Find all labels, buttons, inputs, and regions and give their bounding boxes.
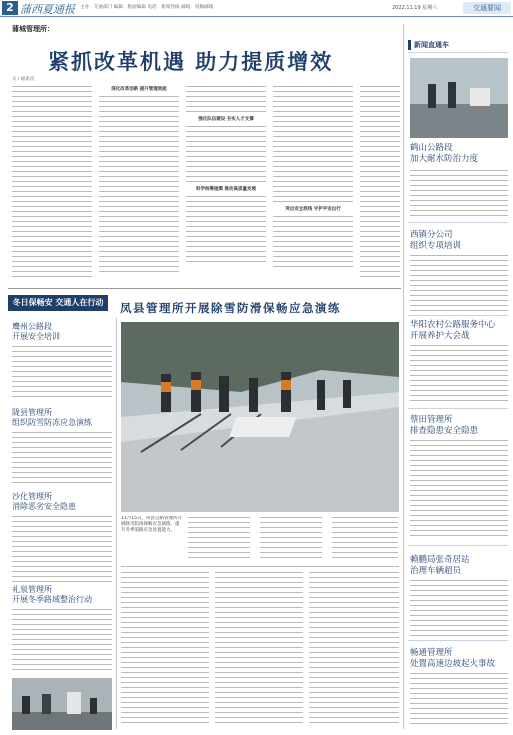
side-news-title: 沙化管理所 消除恶劣安全隐患 bbox=[12, 492, 76, 511]
right-news-title: 畅通管理所 处置高速边坡起火事故 bbox=[410, 648, 496, 669]
divider bbox=[8, 288, 401, 289]
side-news-title: 鹰州公路段 开展安全培训 bbox=[12, 322, 60, 341]
column-divider bbox=[116, 318, 117, 729]
caption-text bbox=[188, 517, 250, 563]
right-news-title: 蔡田管理所 排查隐患安全隐患 bbox=[410, 415, 479, 436]
divider bbox=[408, 222, 508, 223]
right-news-body bbox=[410, 673, 508, 729]
paper-name: 蒲西夏通报 bbox=[20, 3, 75, 16]
right-section-title: 新闻直通车 bbox=[408, 40, 449, 50]
right-news-body bbox=[410, 580, 508, 638]
snow-drill-photo bbox=[121, 322, 399, 512]
caption-text bbox=[332, 517, 398, 563]
lead-column-1 bbox=[12, 86, 92, 282]
masthead bbox=[0, 0, 513, 17]
divider bbox=[408, 640, 508, 641]
divider bbox=[121, 566, 399, 567]
feature-body-2 bbox=[215, 572, 303, 730]
divider bbox=[408, 408, 508, 409]
column-divider bbox=[403, 24, 404, 729]
right-news-body bbox=[410, 255, 508, 313]
lead-subhead: 突出安全底线 守护平安出行 bbox=[285, 207, 341, 212]
right-news-body bbox=[410, 440, 508, 540]
lead-column-5 bbox=[360, 86, 400, 282]
lead-subhead: 深化改革创新 提升管理效能 bbox=[111, 87, 167, 92]
right-news-title: 华阳农村公路服务中心 开展养护大会战 bbox=[410, 320, 496, 341]
right-news-title: 赖鹏局张奇居站 治理车辆超员 bbox=[410, 555, 470, 576]
divider bbox=[408, 52, 508, 53]
page-number: 2 bbox=[2, 1, 18, 15]
lead-headline: 紧抓改革机遇 助力提质增效 bbox=[48, 50, 334, 74]
section-banner: 冬日保畅安 交通人在行动 bbox=[8, 295, 108, 311]
feature-photo bbox=[121, 322, 399, 512]
lead-column-2 bbox=[99, 86, 179, 282]
side-news-body bbox=[12, 609, 112, 675]
side-photo bbox=[12, 678, 112, 730]
side-news-body bbox=[12, 516, 112, 586]
lead-kicker: 蒲城管理所： bbox=[12, 25, 54, 33]
lead-subhead: 强化队伍建设 夯实人才支撑 bbox=[198, 117, 254, 122]
lead-byline: 文 / 通讯员 bbox=[12, 77, 35, 82]
lead-column-3 bbox=[186, 86, 266, 282]
right-news-title: 西镇分公司 组织专项培训 bbox=[410, 230, 462, 251]
divider bbox=[408, 545, 508, 546]
right-news-title: 鹤山公路段 加大耐水防治力度 bbox=[410, 143, 479, 164]
side-news-title: 陇县管理所 组织防雪防冻应急演练 bbox=[12, 408, 92, 427]
caption-text bbox=[260, 517, 322, 563]
lead-column-4 bbox=[273, 86, 353, 282]
feature-title: 凤县管理所开展除雪防滑保畅应急演练 bbox=[120, 301, 341, 315]
right-news-body bbox=[410, 345, 508, 405]
right-news-body bbox=[410, 170, 508, 220]
side-news-title: 礼泉管理所 开展冬季路域整治行动 bbox=[12, 585, 92, 604]
issue-date: 2022.11.19 星期六 bbox=[392, 5, 438, 11]
section-label: 交通要闻 bbox=[463, 2, 511, 14]
side-news-body bbox=[12, 346, 112, 402]
side-news-body bbox=[12, 432, 112, 488]
lead-subhead: 科学统筹施策 推动高质量发展 bbox=[195, 187, 257, 192]
divider bbox=[408, 315, 508, 316]
feature-body-1 bbox=[121, 572, 209, 730]
right-photo bbox=[410, 58, 508, 138]
feature-body-3 bbox=[309, 572, 399, 730]
photo-caption: 11月15日，凤县公路管理所开展除雪防滑保畅应急演练，提升冬季道路应急处置能力。 bbox=[121, 516, 182, 533]
masthead-meta: 主办：交通部门 编辑：版面编辑 电话：新闻热线 邮箱：投稿邮箱 bbox=[80, 5, 214, 10]
